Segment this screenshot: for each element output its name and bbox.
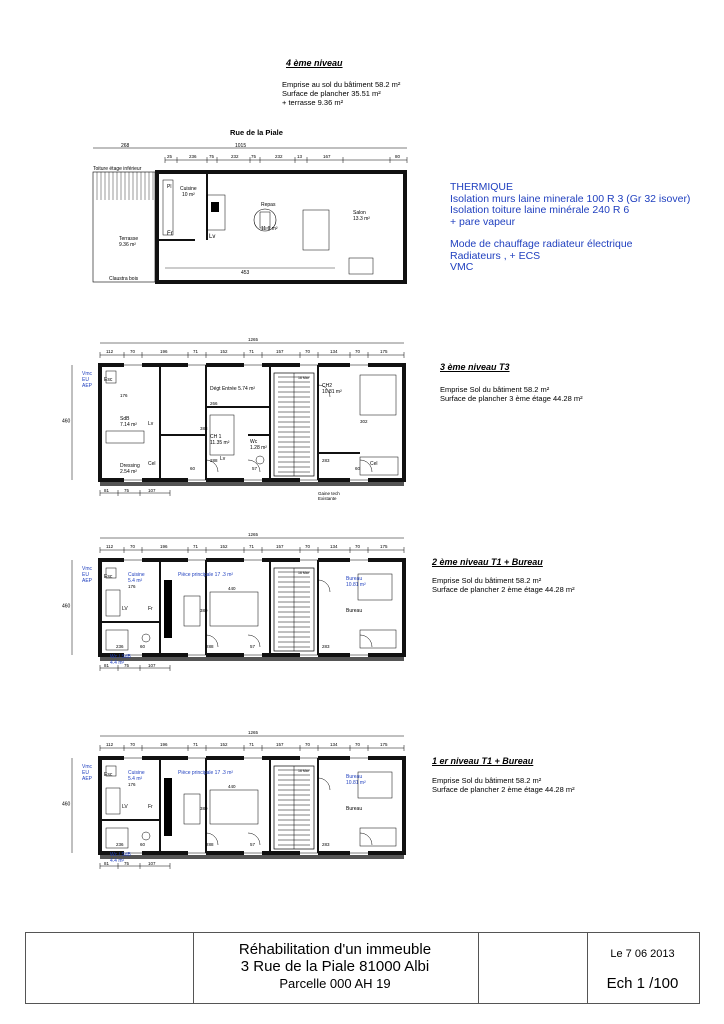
scale-label: Ech 1 /100	[606, 975, 679, 992]
furniture	[360, 828, 396, 846]
room-area: 10.81 m²	[346, 582, 366, 588]
room-area: 5.4 m²	[128, 776, 143, 782]
room-label: Cuisine	[128, 770, 145, 776]
dim-label: 389	[200, 608, 208, 613]
room-area: 1.28 m²	[250, 445, 267, 451]
room-label: Repas	[261, 202, 276, 208]
room-label: Bureau	[346, 774, 363, 780]
furniture	[360, 630, 396, 648]
dim-label: 283	[322, 842, 330, 847]
roof-hatch	[97, 172, 153, 200]
dim-label: 81	[104, 488, 110, 493]
level3-plan	[60, 335, 410, 520]
thermique-line: Isolation murs laine minerale 100 R 3 (Gr 32 isover)	[450, 192, 691, 205]
dim-label: 152	[220, 544, 228, 549]
stair-label: 16 Mar	[298, 376, 309, 380]
side-label: EU	[82, 770, 89, 776]
dim-label: 157	[276, 544, 284, 549]
dim-label: 57	[252, 466, 258, 471]
dim-label: 13	[297, 154, 303, 159]
dim-label: 196	[160, 544, 168, 549]
room-label: Cuisine	[180, 186, 197, 192]
dim-label: 75	[124, 861, 130, 866]
roof-label: Toiture étage inférieur	[93, 166, 142, 172]
room-area: 11.35 m²	[210, 440, 230, 446]
dim-label: 57	[250, 842, 256, 847]
plan-line	[303, 210, 329, 250]
stair-label: 16 Mar	[298, 571, 309, 575]
dim-label: 176	[128, 584, 136, 589]
dim-label: 57	[250, 644, 256, 649]
dim-label: 176	[128, 782, 136, 787]
project-title	[193, 941, 477, 992]
dim-label: 107	[148, 861, 156, 866]
toilet	[142, 832, 150, 840]
door-swing	[318, 580, 330, 592]
dim-label: 157	[276, 742, 284, 747]
project-title-line: Réhabilitation d'un immeuble	[238, 941, 432, 958]
dim-label: 70	[355, 742, 361, 747]
room-label: Salon	[353, 210, 366, 216]
dim-label: 453	[241, 270, 250, 276]
dim-label: 107	[148, 663, 156, 668]
room-area: 10.81 m²	[322, 389, 342, 395]
dim-label: 80	[395, 154, 401, 159]
dim-label: 152	[220, 742, 228, 747]
room-area: 10 m²	[182, 192, 195, 198]
dim-label: 232	[275, 154, 283, 159]
side-label: EU	[82, 572, 89, 578]
dim-label: 81	[104, 663, 110, 668]
room-label: SdB	[120, 416, 130, 422]
room-label: Pièce principale 17 .3 m²	[178, 572, 234, 578]
dim-label: 232	[231, 154, 239, 159]
sofa-bed	[210, 790, 258, 824]
thermique-line: Radiateurs , + ECS	[450, 249, 541, 262]
dim-label: 157	[276, 349, 284, 354]
dim-label: 134	[330, 349, 338, 354]
dim-label: 70	[305, 742, 311, 747]
level3-info-line: Emprise Sol du bâtiment 58.2 m²	[440, 385, 550, 394]
dim-label: 175	[380, 544, 388, 549]
exterior-wall	[100, 365, 404, 480]
side-label: AEP	[82, 383, 93, 389]
thermique-line: Isolation toiture laine minérale 240 R 6	[450, 204, 630, 216]
dim-label: 71	[193, 544, 199, 549]
dim-label: 70	[130, 349, 136, 354]
dim-label: 134	[330, 544, 338, 549]
kitchen-island	[164, 778, 172, 836]
room-area: 4.4 m²	[110, 660, 125, 666]
floor-strip	[100, 657, 404, 661]
plan-line	[93, 172, 155, 282]
dim-label: 167	[323, 154, 331, 159]
dim-label: 288	[210, 458, 218, 463]
fixture-label: Lv	[220, 456, 226, 462]
terrace-area: 9.36 m²	[119, 242, 136, 248]
dim-label: 1265	[248, 730, 259, 735]
room-area: 11.9 m²	[261, 226, 278, 232]
level4-top-dims	[165, 154, 407, 163]
dim-label: 1265	[248, 337, 259, 342]
fixture-label: Lv	[148, 421, 154, 427]
table	[184, 794, 200, 824]
door-swing	[318, 778, 330, 790]
side-label: AEP	[82, 578, 93, 584]
fixture	[360, 457, 398, 475]
gaine-label: Gaine tech	[318, 491, 340, 496]
dim-label: 107	[148, 488, 156, 493]
level3-info	[440, 385, 583, 403]
level1-title: 1 er niveau T1 + Bureau	[432, 756, 534, 766]
sofa-bed	[210, 592, 258, 626]
stair-label: 16 Mar	[298, 769, 309, 773]
fixture-label: Bureau	[346, 806, 363, 812]
dim-label: 112	[106, 544, 114, 549]
project-title-line: 3 Rue de la Piale 81000 Albi	[240, 958, 430, 975]
room-label: Cuisine	[128, 572, 145, 578]
fixture-label: Lv	[209, 234, 216, 240]
room-area: 4.4 m²	[110, 858, 125, 864]
dim-label: 283	[322, 458, 330, 463]
thermique-line: + pare vapeur	[450, 215, 516, 228]
dim-label: 71	[249, 349, 255, 354]
dim-label: 70	[305, 544, 311, 549]
side-label: Vmc	[82, 371, 92, 377]
fixture-label: Cel	[148, 461, 156, 467]
dim-label: 60	[190, 466, 196, 471]
level4-plan	[85, 140, 415, 300]
room-label: Wc / SdB	[110, 654, 131, 660]
dim-label: 71	[193, 349, 199, 354]
dim-label: 176	[120, 393, 128, 398]
table	[184, 596, 200, 626]
dim-label: 288	[206, 644, 214, 649]
room-area: 10.81 m²	[346, 780, 366, 786]
dim-label: 236	[116, 644, 124, 649]
fixture-label: Pl	[167, 184, 172, 190]
title-block-right	[587, 932, 700, 1004]
dim-label: 460	[62, 418, 71, 425]
fixture-label: Cel	[370, 461, 378, 467]
bathtub	[106, 431, 144, 443]
room-label: CH2	[322, 383, 333, 389]
dim-label: 81	[104, 861, 110, 866]
side-label: EU	[82, 377, 89, 383]
dim-label: 75	[209, 154, 215, 159]
floor-strip	[100, 855, 404, 859]
fixture-label: Esc	[104, 772, 113, 778]
dim-label: 112	[106, 349, 114, 354]
dim-label: 152	[220, 349, 228, 354]
level4-title: 4 ème niveau	[286, 58, 343, 68]
level4-info	[282, 80, 400, 107]
kitchen-island	[164, 580, 172, 638]
level3-info-line: Surface de plancher 3 ème étage 44.28 m²	[440, 394, 583, 403]
fence-label: Claustra bois	[109, 276, 139, 282]
thermique-line: THERMIQUE	[450, 181, 513, 193]
dim-label: 440	[228, 784, 236, 789]
dim-label: 70	[130, 544, 136, 549]
kitchen-unit	[106, 590, 120, 616]
dim-label: 288	[206, 842, 214, 847]
fixture-label: Bureau	[346, 608, 363, 614]
dim-label: 70	[305, 349, 311, 354]
dim-label: 71	[249, 742, 255, 747]
room-label: Dressing	[120, 463, 140, 469]
dim-label: 268	[121, 143, 130, 149]
dim-label: 60	[140, 842, 146, 847]
room-area: 7.14 m²	[120, 422, 137, 428]
dim-label: 70	[355, 544, 361, 549]
side-label: Vmc	[82, 764, 92, 770]
dim-label: 75	[124, 663, 130, 668]
level2-info	[432, 576, 575, 594]
level4-info-line: Surface de plancher 35.51 m²	[282, 89, 381, 98]
room-area: 5.4 m²	[128, 578, 143, 584]
dim-label: 302	[360, 419, 368, 424]
room-area: 13.3 m²	[353, 216, 370, 222]
dim-label: 283	[322, 644, 330, 649]
floor-strip	[100, 482, 404, 486]
dim-label: 25	[167, 154, 173, 159]
fixture-label: Esc	[104, 377, 113, 383]
room-label: CH 1	[210, 434, 222, 440]
level2-info-line: Emprise Sol du bâtiment 58.2 m²	[432, 576, 542, 585]
room-label: Dégt Entrée 5.74 m²	[210, 386, 256, 392]
dim-label: 383	[200, 426, 208, 431]
side-label: Vmc	[82, 566, 92, 572]
level2-title: 2 ème niveau T1 + Bureau	[432, 557, 543, 567]
dim-label: 440	[228, 586, 236, 591]
fixture-label: LV	[122, 606, 128, 612]
dim-label: 112	[106, 742, 114, 747]
dim-label: 236	[116, 842, 124, 847]
bed	[360, 375, 396, 415]
level1-plan	[60, 728, 410, 878]
level2-info-line: Surface de plancher 2 ème étage 44.28 m²	[432, 585, 575, 594]
dim-label: 175	[380, 742, 388, 747]
room-label: Wc	[250, 439, 258, 445]
project-title-line: Parcelle 000 AH 19	[279, 976, 391, 991]
level1-info	[432, 776, 575, 794]
dim-label: 389	[200, 806, 208, 811]
door-swing	[360, 833, 372, 845]
level1-info-line: Surface de plancher 2 ème étage 44.28 m²	[432, 785, 575, 794]
plan-line	[207, 195, 225, 230]
dim-label: 196	[160, 349, 168, 354]
dim-label: 60	[355, 466, 361, 471]
terrace-label: Terrasse	[119, 236, 139, 242]
dim-label: 1015	[235, 143, 247, 149]
street-label: Rue de la Piale	[230, 128, 283, 137]
thermique-line: Mode de chauffage radiateur électrique	[450, 238, 633, 250]
plan-line	[211, 202, 219, 212]
dim-label: 75	[124, 488, 130, 493]
toilet	[256, 456, 264, 464]
dim-label: 266	[210, 401, 218, 406]
dim-label: 70	[130, 742, 136, 747]
side-label: AEP	[82, 776, 93, 782]
thermique-block	[450, 182, 690, 274]
dim-label: 75	[251, 154, 257, 159]
level2-plan	[60, 530, 410, 680]
thermique-line: VMC	[450, 261, 474, 273]
fixture-label: LV	[122, 804, 128, 810]
plan-line	[349, 258, 373, 274]
dim-label: 71	[193, 742, 199, 747]
gaine-label: Existante	[318, 496, 337, 501]
fixture-label: Fr	[148, 606, 153, 612]
level4-info-line: Emprise au sol du bâtiment 58.2 m²	[282, 80, 401, 89]
dim-label: 60	[140, 644, 146, 649]
dim-label: 134	[330, 742, 338, 747]
room-area: 2.54 m²	[120, 469, 137, 475]
fixture-label: Esc	[104, 574, 113, 580]
dim-label: 1265	[248, 532, 259, 537]
dim-label: 175	[380, 349, 388, 354]
level3-title: 3 ème niveau T3	[440, 362, 510, 372]
fixture-label: Fr	[167, 231, 173, 237]
dim-label: 196	[160, 742, 168, 747]
room-label: Bureau	[346, 576, 363, 582]
level1-info-line: Emprise Sol du bâtiment 58.2 m²	[432, 776, 542, 785]
door-swing	[360, 635, 372, 647]
dim-label: 236	[189, 154, 197, 159]
dim-label: 460	[62, 801, 71, 808]
kitchen-unit	[106, 788, 120, 814]
dim-label: 71	[249, 544, 255, 549]
dim-label: 70	[355, 349, 361, 354]
level4-info-line: + terrasse 9.36 m²	[282, 98, 344, 107]
room-label: Wc / SdB	[110, 852, 131, 858]
dim-label: 460	[62, 603, 71, 610]
toilet	[142, 634, 150, 642]
room-label: Pièce principale 17 .3 m²	[178, 770, 234, 776]
fixture-label: Fr	[148, 804, 153, 810]
date-label: Le 7 06 2013	[610, 948, 675, 960]
